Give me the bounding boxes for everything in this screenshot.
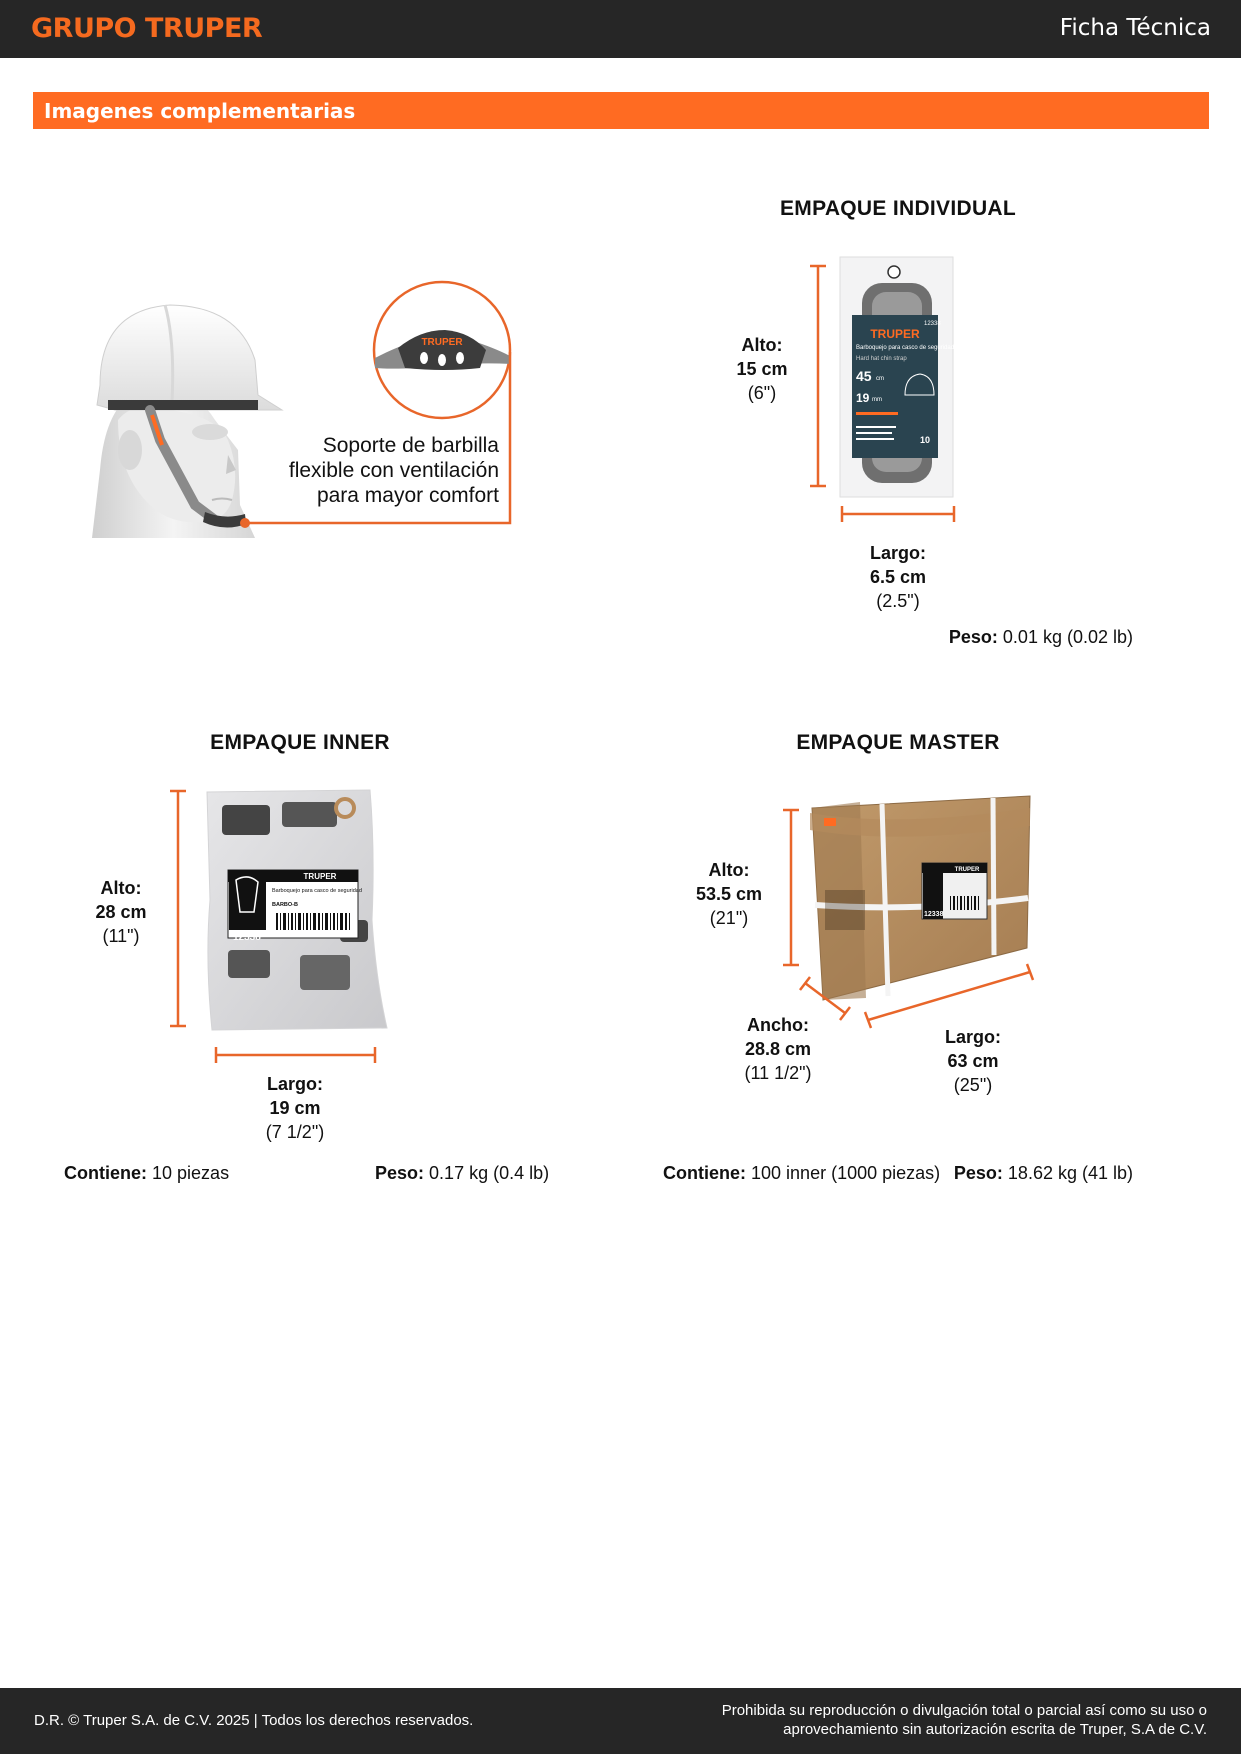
individual-pack-image [840, 257, 954, 497]
master-height-label [696, 858, 762, 930]
master-pack-title: EMPAQUE MASTER [796, 731, 1000, 754]
footer-bar [0, 1688, 1241, 1754]
master-width-imperial: (11 1/2") [744, 1063, 812, 1083]
master-height-value: 53.5 cm [695, 884, 763, 904]
brand-logo: GRUPO TRUPER [31, 13, 263, 44]
individual-height-label [736, 333, 787, 405]
inner-length-value: 19 cm [269, 1098, 321, 1118]
inner-pack-title: EMPAQUE INNER [210, 731, 390, 754]
master-weight [954, 1163, 1133, 1184]
individual-weight [949, 627, 1133, 648]
master-contents-caption: Contiene: [663, 1163, 746, 1183]
individual-weight-value: 0.01 kg (0.02 lb) [1002, 627, 1133, 647]
individual-pack-brand: TRUPER [870, 327, 920, 341]
inner-length-caption: Largo: [266, 1074, 323, 1094]
legal-line-2: aprovechamiento sin autorización escrita de Truper, S.A de C.V. [783, 1721, 1207, 1738]
individual-height-caption: Alto: [741, 335, 783, 355]
inner-length-imperial: (7 1/2") [265, 1122, 325, 1142]
copyright-text: D.R. © Truper S.A. de C.V. 2025 | Todos los derechos reservados. [34, 1712, 474, 1729]
inner-weight-value: 0.17 kg (0.4 lb) [429, 1163, 550, 1183]
legal-notice [722, 1701, 1207, 1739]
inner-length-label [266, 1072, 324, 1144]
individual-pack-qty: 10 [920, 435, 931, 445]
master-weight-value: 18.62 kg (41 lb) [1007, 1163, 1133, 1183]
individual-length-value: 6.5 cm [869, 567, 927, 587]
master-width-label [744, 1013, 811, 1085]
master-length-imperial: (25") [953, 1075, 993, 1095]
feature-line-1: Soporte de barbilla [322, 434, 499, 457]
inner-bag-image [207, 790, 387, 1030]
individual-length-caption: Largo: [869, 543, 926, 563]
individual-height-value: 15 cm [736, 359, 788, 379]
inner-bag-model: BARBO-B [272, 902, 298, 908]
individual-pack-code: 12338 [924, 321, 941, 327]
individual-pack-unit2: mm [872, 397, 882, 403]
individual-height-imperial: (6") [747, 383, 777, 403]
inner-height-value: 28 cm [95, 902, 147, 922]
master-width-caption: Ancho: [747, 1015, 809, 1035]
mannequin-helmet-image [92, 305, 282, 538]
feature-line-2: flexible con ventilación [288, 459, 499, 482]
master-width-value: 28.8 cm [744, 1039, 812, 1059]
individual-pack-width: 19 [856, 391, 870, 405]
inner-bag-name: Barboquejo para casco de seguridad [272, 888, 362, 894]
inner-contents-caption: Contiene: [64, 1163, 147, 1183]
inner-height-caption: Alto: [100, 878, 142, 898]
master-box-image [810, 796, 1030, 1000]
master-weight-caption: Peso: [953, 1163, 1003, 1183]
individual-pack-length: 45 [856, 368, 872, 384]
document-type: Ficha Técnica [1059, 15, 1211, 41]
master-length-caption: Largo: [945, 1027, 1001, 1047]
master-box-brand: TRUPER [954, 867, 980, 873]
individual-weight-caption: Peso: [948, 627, 998, 647]
individual-pack-title: EMPAQUE INDIVIDUAL [779, 197, 1017, 220]
section-title: Imagenes complementarias [44, 99, 356, 123]
master-box-code: 12338 [924, 911, 944, 918]
individual-pack-name: Barboquejo para casco de seguridad [856, 345, 955, 351]
individual-length-label [870, 541, 926, 613]
inner-weight [375, 1163, 549, 1184]
feature-callout-text [289, 433, 499, 508]
individual-pack-unit: cm [876, 376, 884, 382]
inner-bag-brand: TRUPER [303, 872, 337, 881]
inner-contents-value: 10 piezas [152, 1163, 230, 1183]
master-height-caption: Alto: [708, 860, 750, 880]
master-length-label [945, 1025, 1001, 1097]
master-height-imperial: (21") [709, 908, 749, 928]
master-contents [663, 1163, 940, 1184]
master-length-value: 63 cm [947, 1051, 999, 1071]
inner-height-label [95, 876, 146, 948]
inner-bag-code: 12338 [233, 932, 261, 943]
callout-strap-logo: TRUPER [421, 337, 463, 348]
inner-height-imperial: (11") [102, 926, 140, 946]
individual-pack-name-en: Hard hat chin strap [856, 356, 907, 362]
feature-line-3: para mayor comfort [316, 484, 499, 507]
inner-contents [64, 1163, 229, 1184]
inner-weight-caption: Peso: [375, 1163, 425, 1183]
master-contents-value: 100 inner (1000 piezas) [751, 1163, 941, 1183]
legal-line-1: Prohibida su reproducción o divulgación total o parcial así como su uso o [721, 1702, 1207, 1719]
individual-length-imperial: (2.5") [876, 591, 920, 611]
